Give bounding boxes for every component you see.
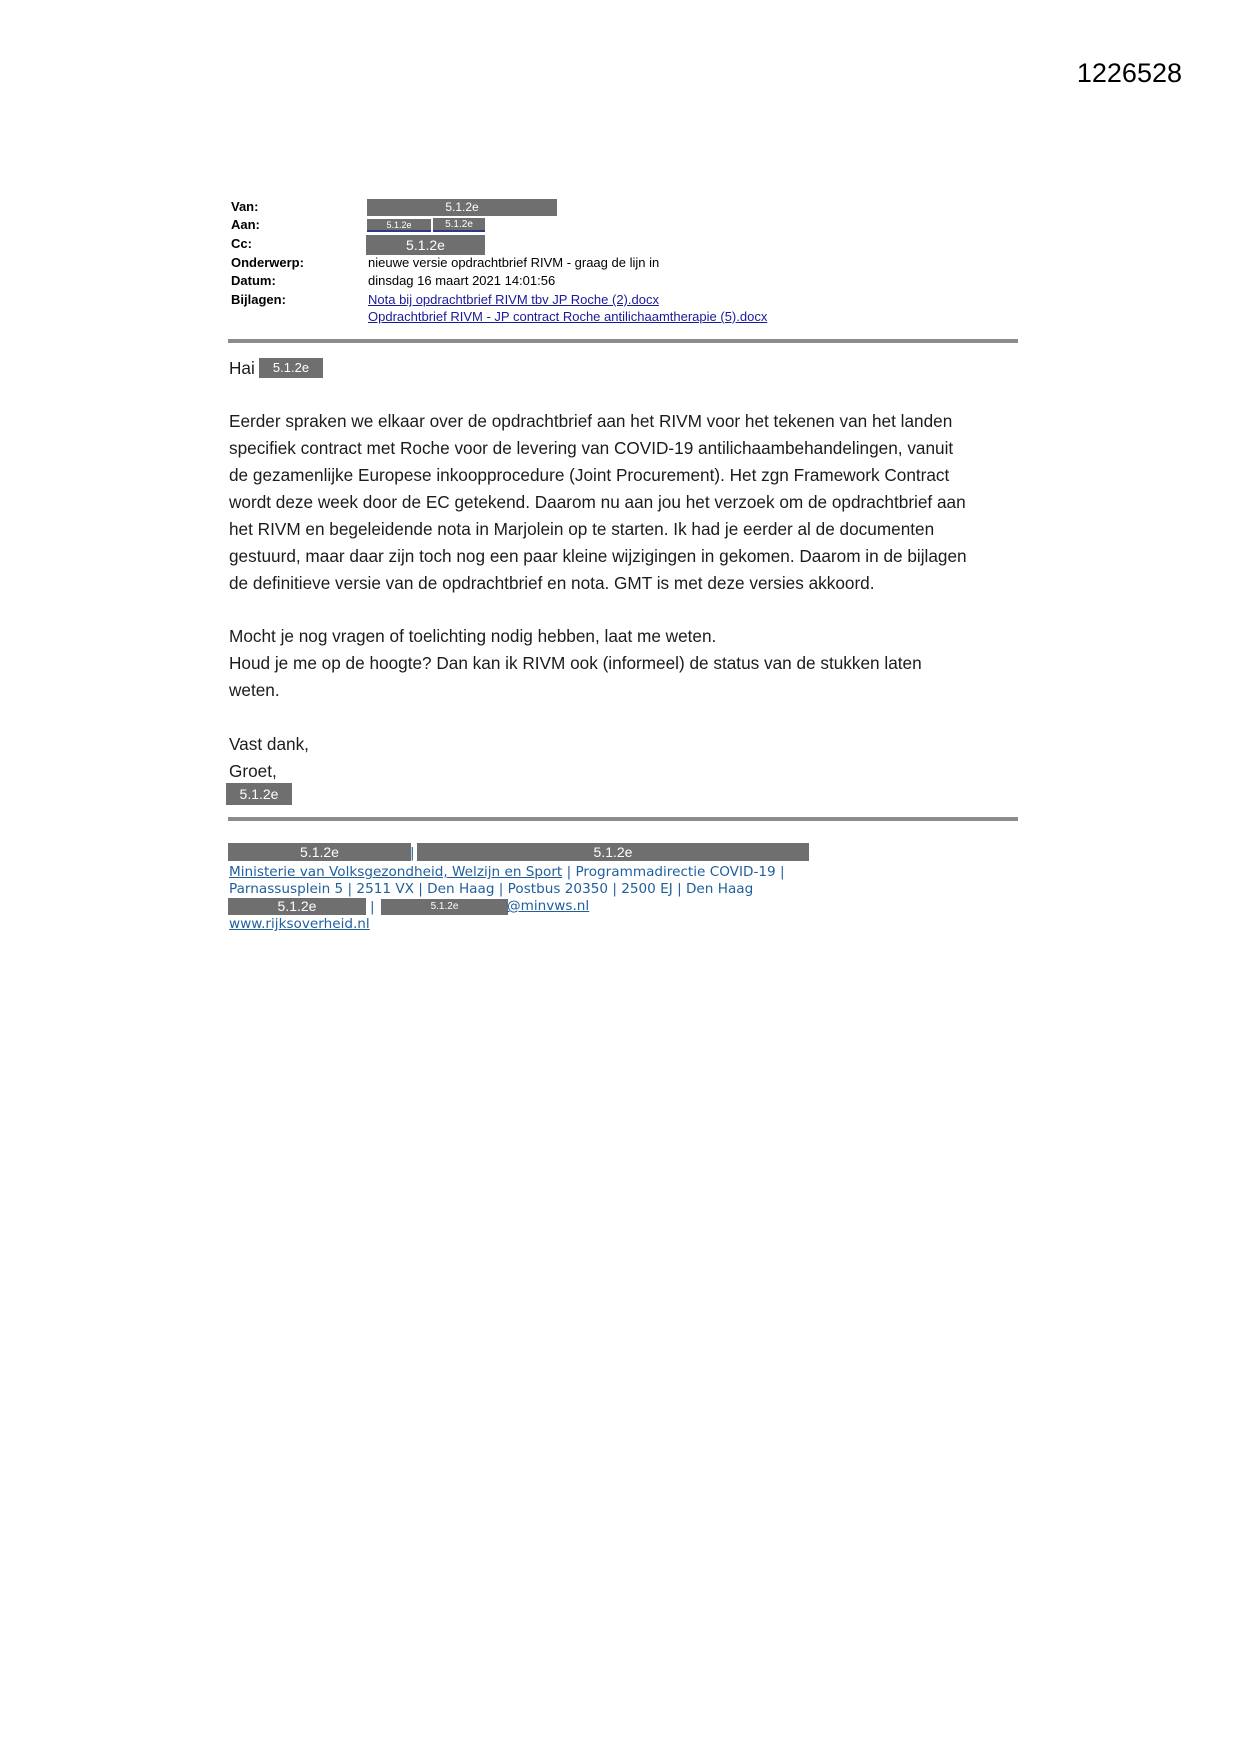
email-suffix-line bbox=[507, 898, 589, 914]
body-line: gestuurd, maar daar zijn toch nog een paar kleine wijzigingen in gekomen. Daarom in de bijlagen bbox=[229, 546, 967, 566]
redaction-cc: 5.1.2e bbox=[366, 235, 485, 255]
body-line: Mocht je nog vragen of toelichting nodig hebben, laat me weten. bbox=[229, 626, 717, 646]
signature-line-ministry bbox=[229, 864, 785, 880]
redaction-signature-title: 5.1.2e bbox=[417, 843, 809, 861]
label-bijlagen: Bijlagen: bbox=[231, 292, 286, 307]
header-row-onderwerp bbox=[231, 255, 831, 273]
label-datum: Datum: bbox=[231, 273, 276, 288]
body-paragraph-1 bbox=[229, 408, 967, 597]
label-cc: Cc: bbox=[231, 236, 252, 251]
document-id: 1226528 bbox=[1076, 58, 1182, 88]
signature-line-website bbox=[229, 916, 370, 932]
greeting: Hai bbox=[229, 358, 255, 378]
closing-line: Vast dank, bbox=[229, 734, 309, 754]
header-row-aan bbox=[231, 217, 831, 235]
address-text: Parnassusplein 5 | 2511 VX | Den Haag | Postbus 20350 | 2500 EJ | Den Haag bbox=[229, 881, 754, 897]
body-line: Houd je me op de hoogte? Dan kan ik RIVM ook (informeel) de status van de stukken laten bbox=[229, 653, 922, 673]
redaction-aan-2: 5.1.2e bbox=[433, 218, 485, 232]
closing bbox=[229, 731, 309, 785]
redaction-greeting-name: 5.1.2e bbox=[259, 358, 323, 378]
closing-line: Groet, bbox=[229, 761, 277, 781]
redaction-van: 5.1.2e bbox=[367, 199, 557, 216]
body-line: het RIVM en begeleidende nota in Marjolein op te starten. Ik had je eerder al de documenten bbox=[229, 519, 935, 539]
redaction-phone: 5.1.2e bbox=[228, 898, 366, 915]
body-paragraph-2 bbox=[229, 623, 922, 704]
header-row-bijlagen-2 bbox=[231, 309, 831, 327]
signature-separator: | bbox=[410, 845, 415, 861]
subject-value: nieuwe versie opdrachtbrief RIVM - graag de lijn in bbox=[368, 255, 660, 270]
date-value: dinsdag 16 maart 2021 14:01:56 bbox=[368, 273, 556, 288]
redaction-sender-name: 5.1.2e bbox=[226, 783, 292, 805]
header-row-cc bbox=[231, 236, 831, 254]
programme-text: | Programmadirectie COVID-19 | bbox=[562, 864, 785, 880]
redaction-signature-name: 5.1.2e bbox=[228, 843, 411, 861]
body-line: de gezamenlijke Europese inkoopprocedure (Joint Procurement). Het zgn Framework Contract bbox=[229, 465, 950, 485]
redaction-aan-1: 5.1.2e bbox=[367, 219, 431, 232]
header-row-bijlagen bbox=[231, 292, 831, 310]
signature-line-address bbox=[229, 881, 753, 897]
redaction-email-local: 5.1.2e bbox=[381, 899, 508, 915]
body-line: wordt deze week door de EC getekend. Daarom nu aan jou het verzoek om de opdrachtbrief aan bbox=[229, 492, 966, 512]
website-link[interactable]: www.rijksoverheid.nl bbox=[229, 916, 370, 932]
label-van: Van: bbox=[231, 199, 259, 214]
label-onderwerp: Onderwerp: bbox=[231, 255, 304, 270]
label-aan: Aan: bbox=[231, 217, 260, 232]
signature-divider bbox=[228, 817, 1018, 821]
body-line: specifiek contract met Roche voor de levering van COVID-19 antilichaambehandelingen, vanuit bbox=[229, 438, 954, 458]
body-line: Eerder spraken we elkaar over de opdrachtbrief aan het RIVM voor het tekenen van het landen bbox=[229, 411, 953, 431]
signature-separator-2: | bbox=[370, 899, 375, 915]
attachment-link-1[interactable]: Nota bij opdrachtbrief RIVM tbv JP Roche (2).docx bbox=[368, 292, 659, 307]
header-row-datum bbox=[231, 273, 831, 291]
email-suffix-link[interactable]: @minvws.nl bbox=[507, 898, 590, 914]
greeting-line bbox=[229, 355, 255, 382]
body-line: weten. bbox=[229, 680, 280, 700]
header-divider bbox=[228, 339, 1018, 343]
ministry-link[interactable]: Ministerie van Volksgezondheid, Welzijn en Sport bbox=[229, 864, 563, 880]
attachment-link-2[interactable]: Opdrachtbrief RIVM - JP contract Roche antilichaamtherapie (5).docx bbox=[368, 309, 768, 324]
body-line: de definitieve versie van de opdrachtbrief en nota. GMT is met deze versies akkoord. bbox=[229, 573, 875, 593]
